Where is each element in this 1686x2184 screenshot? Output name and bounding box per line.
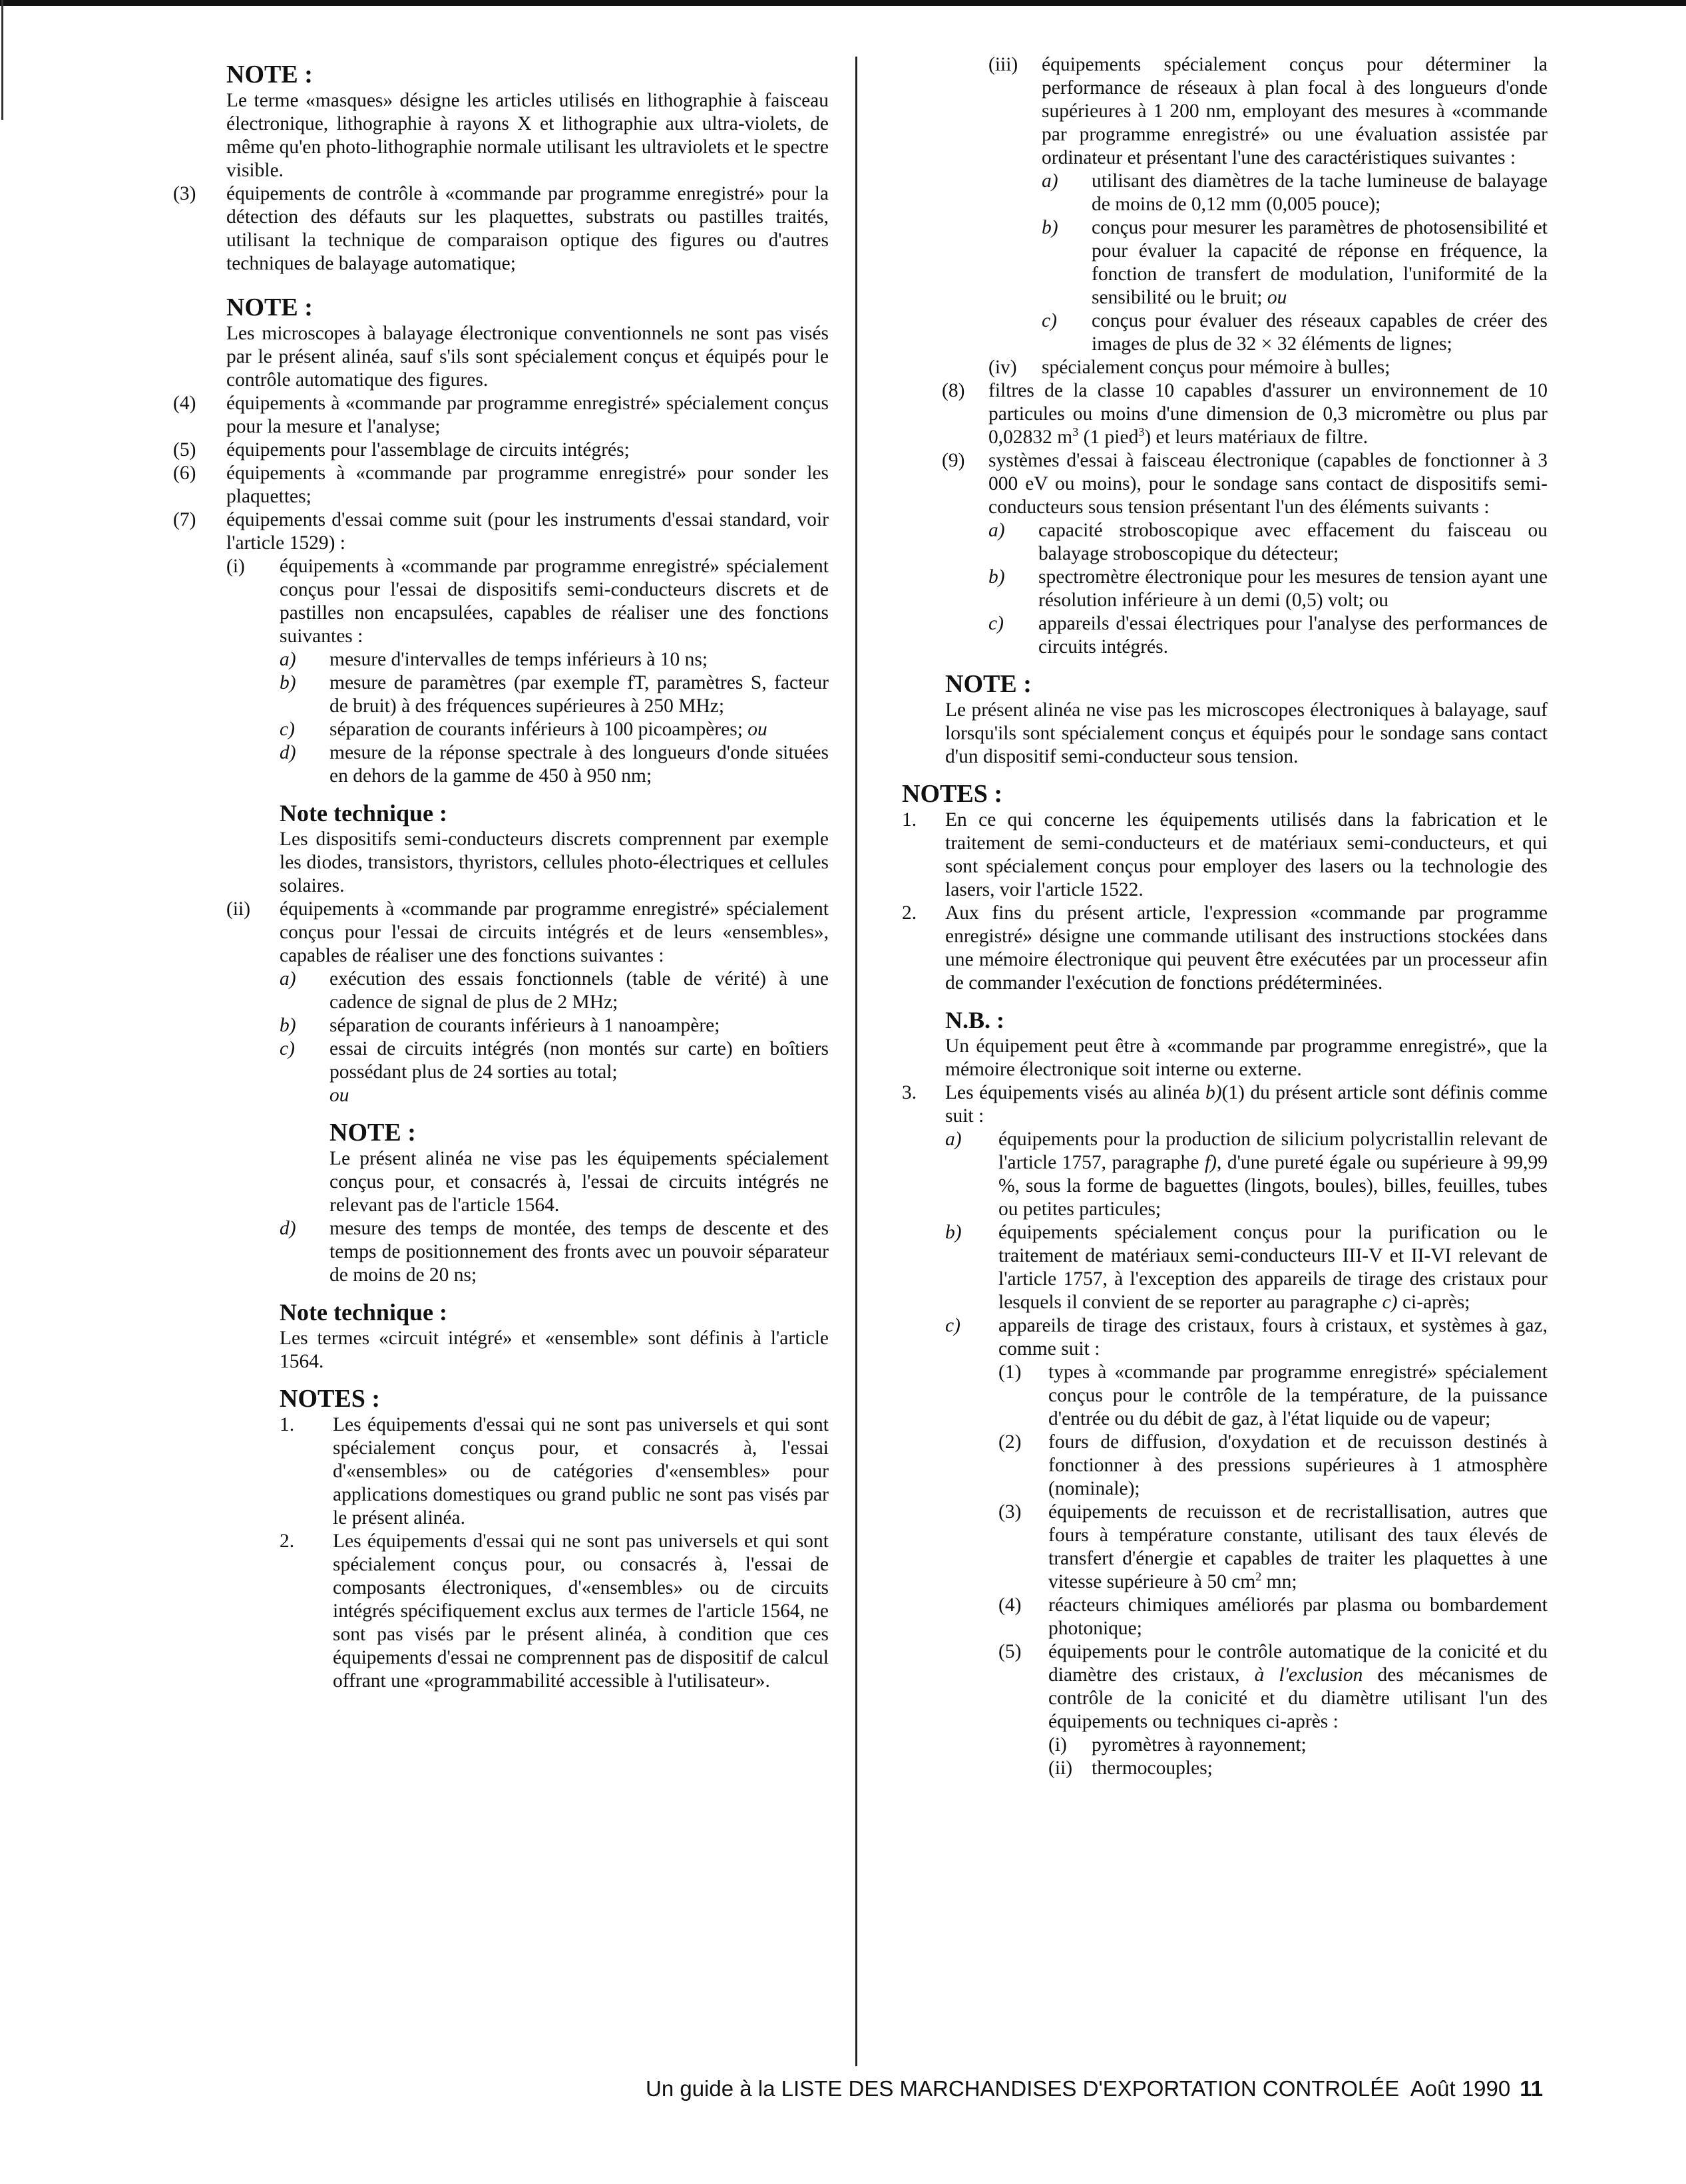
notes-heading: NOTES : xyxy=(280,1385,380,1413)
list-item: c) séparation de courants inférieurs à 100 picoampères; ou xyxy=(280,719,767,740)
list-item: (2) fours de diffusion, d'oxydation et de recuisson destinés à fonctionner à des pressions supérieures à 1 atmosphère (nominale); xyxy=(998,1431,1548,1499)
note-text: Le terme «masques» désigne les articles utilisés en lithographie à faisceau électronique, lithographie à rayons X et lithographie aux ultra-violets, de même qu'en photo-lithographie normale utilisant les ultraviolets et le spectre visible. xyxy=(226,90,829,181)
list-item: c) appareils de tirage des cristaux, fours à cristaux, et systèmes à gaz, comme suit : xyxy=(945,1315,1548,1360)
note-heading: NOTE : xyxy=(329,1119,416,1147)
list-item: c) essai de circuits intégrés (non montés sur carte) en boîtiers possédant plus de 24 sorties au total; ou xyxy=(280,1038,829,1106)
top-border xyxy=(0,0,1686,6)
page-footer xyxy=(646,2076,1578,2101)
footer-title: Un guide à la LISTE DES MARCHANDISES D'EXPORTATION CONTROLÉE Août 1990 xyxy=(646,2076,1511,2101)
list-item: 1. En ce qui concerne les équipements utilisés dans la fabrication et le traitement de semi-conducteurs et de matériaux semi-conducteurs, et qui sont spécialement conçus pour employer des lasers ou la technologie des lasers, voir l'article 1522. xyxy=(902,809,1548,900)
list-item: a) exécution des essais fonctionnels (table de vérité) à une cadence de signal de plus de 2 MHz; xyxy=(280,968,829,1013)
list-item: a) mesure d'intervalles de temps inférieurs à 10 ns; xyxy=(280,649,708,670)
list-item: (i) pyromètres à rayonnement; xyxy=(1048,1734,1307,1755)
list-item: b) conçus pour mesurer les paramètres de photosensibilité et pour évaluer la capacité de réponse en fréquence, la fonction de transfert de modulation, l'uniformité de la sensibilité ou le bruit; ou xyxy=(1042,217,1548,308)
note-heading: NOTE : xyxy=(226,61,313,89)
nb-text: Un équipement peut être à «commande par programme enregistré», que la mémoire électronique soit interne ou externe. xyxy=(945,1035,1548,1080)
technical-note-text: Les termes «circuit intégré» et «ensemble» sont définis à l'article 1564. xyxy=(280,1328,829,1372)
list-item: (7) équipements d'essai comme suit (pour les instruments d'essai standard, voir l'article 1529) : xyxy=(173,509,829,554)
list-item: a) capacité stroboscopique avec effacement du faisceau ou balayage stroboscopique du détecteur; xyxy=(988,520,1548,564)
list-item: d) mesure de la réponse spectrale à des longueurs d'onde situées en dehors de la gamme de 450 à 950 nm; xyxy=(280,742,829,787)
list-item: (ii) thermocouples; xyxy=(1048,1757,1213,1779)
list-item: b) séparation de courants inférieurs à 1 nanoampère; xyxy=(280,1015,720,1036)
list-item: (5) équipements pour l'assemblage de circuits intégrés; xyxy=(173,439,630,460)
nb-heading: N.B. : xyxy=(945,1007,1004,1033)
notes-heading: NOTES : xyxy=(902,780,1002,808)
column-divider xyxy=(855,57,857,2066)
left-column xyxy=(173,53,829,1693)
note-heading: NOTE : xyxy=(945,670,1032,698)
list-item: (3) équipements de contrôle à «commande par programme enregistré» pour la détection des défauts sur les plaquettes, substrats ou pastilles traités, utilisant la technique de comparaison optique des figures ou d'autres techniques de balayage automatique; xyxy=(173,183,829,274)
list-item: (1) types à «commande par programme enregistré» spécialement conçus pour le contrôle de la température, de la puissance d'entrée ou du débit de gaz, à l'état liquide ou de vapeur; xyxy=(998,1362,1548,1429)
note-text: Le présent alinéa ne vise pas les équipements spécialement conçus pour, et consacrés à, l'essai de circuits intégrés ne relevant pas de l'article 1564. xyxy=(329,1148,829,1216)
note-text: Le présent alinéa ne vise pas les microscopes électroniques à balayage, sauf lorsqu'ils sont spécialement conçus et équipés pour le sondage sans contact d'un dispositif semi-conducteur sous tension. xyxy=(945,699,1548,767)
list-item: b) équipements spécialement conçus pour la purification ou le traitement de matériaux semi-conducteurs III-V et II-VI relevant de l'article 1757, à l'exception des appareils de tirage des cristaux pour lesquels il convient de se reporter au paragraphe c) ci-après; xyxy=(945,1222,1548,1313)
list-item: c) appareils d'essai électriques pour l'analyse des performances de circuits intégrés. xyxy=(988,613,1548,657)
technical-note-heading: Note technique : xyxy=(280,800,447,826)
list-item: (i) équipements à «commande par programme enregistré» spécialement conçus pour l'essai de dispositifs semi-conducteurs discrets et de pastilles non encapsulées, capables de réaliser une des fonctions suivantes : xyxy=(226,556,829,647)
list-item: (5) équipements pour le contrôle automatique de la conicité et du diamètre des cristaux, à l'exclusion des mécanismes de contrôle de la conicité et du diamètre utilisant l'un des équipements ou techniques ci-après : xyxy=(998,1641,1548,1732)
list-item: (4) réacteurs chimiques améliorés par plasma ou bombardement photonique; xyxy=(998,1594,1548,1639)
technical-note-text: Les dispositifs semi-conducteurs discrets comprennent par exemple les diodes, transistors, thyristors, cellules photo-électriques et cellules solaires. xyxy=(280,828,829,896)
list-item: b) mesure de paramètres (par exemple fT, paramètres S, facteur de bruit) à des fréquences supérieures à 250 MHz; xyxy=(280,672,829,717)
list-item: (iv) spécialement conçus pour mémoire à bulles; xyxy=(988,357,1390,378)
list-item: (ii) équipements à «commande par programme enregistré» spécialement conçus pour l'essai de circuits intégrés et de leurs «ensembles», capables de réaliser une des fonctions suivantes : xyxy=(226,898,829,966)
list-item: 1. Les équipements d'essai qui ne sont pas universels et qui sont spécialement conçus pour, et consacrés à, l'essai d'«ensembles» ou de catégories d'«ensembles» pour applications domestiques ou grand public ne sont pas visés par le présent alinéa. xyxy=(280,1414,829,1529)
page-number: 11 xyxy=(1520,2076,1544,2101)
technical-note-heading: Note technique : xyxy=(280,1299,447,1326)
list-item: b) spectromètre électronique pour les mesures de tension ayant une résolution inférieure à un demi (0,5) volt; ou xyxy=(988,566,1548,611)
list-item: a) utilisant des diamètres de la tache lumineuse de balayage de moins de 0,12 mm (0,005 pouce); xyxy=(1042,170,1548,215)
right-column xyxy=(902,53,1548,1780)
list-item: a) équipements pour la production de silicium polycristallin relevant de l'article 1757, paragraphe f), d'une pureté égale ou supérieure à 99,99 %, sous la forme de baguettes (lingots, boules), billes, feuilles, tubes ou petites particules; xyxy=(945,1129,1548,1220)
list-item: (iii) équipements spécialement conçus pour déterminer la performance de réseaux à plan focal à des longueurs d'onde supérieures à 1 200 nm, employant des mesures à «commande par programme enregistré» ou une évaluation assistée par ordinateur et présentant l'une des caractéristiques suivantes : xyxy=(988,54,1548,168)
note-heading: NOTE : xyxy=(226,293,313,321)
list-item: d) mesure des temps de montée, des temps de descente et des temps de positionnement des fronts avec un pouvoir séparateur de moins de 20 ns; xyxy=(280,1218,829,1286)
note-text: Les microscopes à balayage électronique conventionnels ne sont pas visés par le présent alinéa, sauf s'ils sont spécialement conçus et équipés pour le contrôle automatique des figures. xyxy=(226,323,829,391)
list-item: (4) équipements à «commande par programme enregistré» spécialement conçus pour la mesure et l'analyse; xyxy=(173,393,829,437)
list-item: 2. Aux fins du présent article, l'expression «commande par programme enregistré» désigne une commande utilisant des instructions stockées dans une mémoire électronique qui peuvent être exécutées par un processeur afin de commander l'exécution de fonctions prédéterminées. xyxy=(902,902,1548,994)
list-item: (8) filtres de la classe 10 capables d'assurer un environnement de 10 particules ou moins d'une dimension de 0,3 micromètre ou plus par 0,02832 $m^3$ (1 pied$^3$) et leurs matériaux de filtre. xyxy=(942,380,1548,448)
list-item: c) conçus pour évaluer des réseaux capables de créer des images de plus de 32 × 32 éléments de lignes; xyxy=(1042,310,1548,355)
left-scan-mark xyxy=(1,0,3,120)
list-item: (9) systèmes d'essai à faisceau électronique (capables de fonctionner à 3 000 eV ou moins), pour le sondage sans contact de dispositifs semi-conducteurs sous tension présentant l'un des éléments suivants : xyxy=(942,450,1548,518)
list-item: 2. Les équipements d'essai qui ne sont pas universels et qui sont spécialement conçus pour, ou consacrés à, l'essai de composants électroniques, d'«ensembles» ou de circuits intégrés spécifiquement exclus aux termes de l'article 1564, ne sont pas visés par le présent alinéa, à condition que ces équipements d'essai ne comprennent pas de dispositif de calcul offrant une «programmabilité accessible à l'utilisateur». xyxy=(280,1531,829,1692)
list-item: 3. Les équipements visés au alinéa b)(1) du présent article sont définis comme suit : xyxy=(902,1082,1548,1127)
list-item: (6) équipements à «commande par programme enregistré» pour sonder les plaquettes; xyxy=(173,462,829,507)
list-item: (3) équipements de recuisson et de recristallisation, autres que fours à température constante, utilisant des taux élevés de transfert d'énergie et capables de traiter les plaquettes à une vitesse supérieure à 50 $cm^2$ mn; xyxy=(998,1501,1548,1592)
